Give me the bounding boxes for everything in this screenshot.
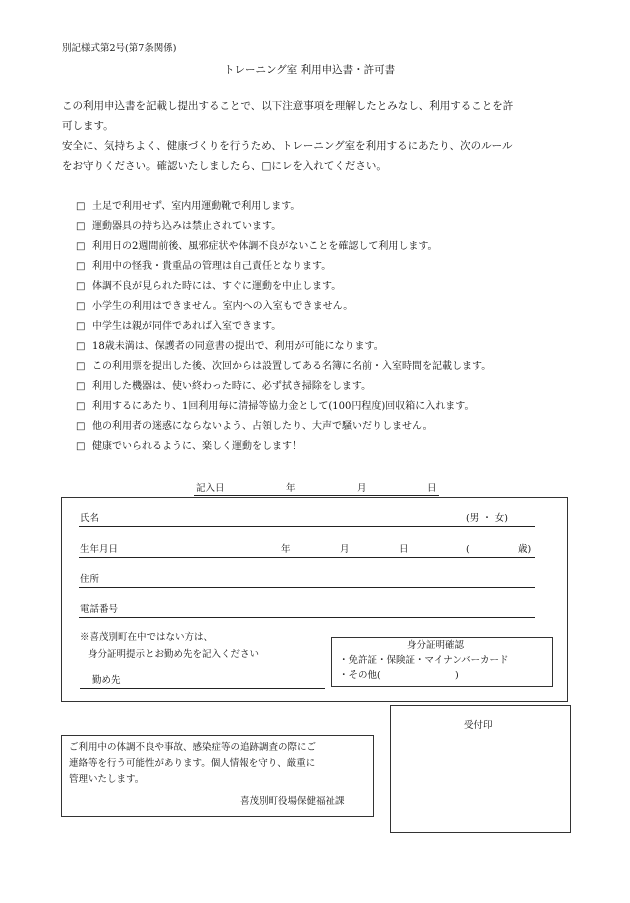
rule-text: この利用票を提出した後、次回からは設置してある名簿に名前・入室時間を記載します。 (92, 361, 492, 372)
department-name: 喜茂別町役場保健福祉課 (240, 796, 345, 807)
checkbox[interactable]: □ (76, 321, 86, 332)
rule-item (76, 222, 281, 232)
rule-item (76, 382, 371, 392)
id-check-title: 身分証明確認 (407, 640, 465, 651)
checkbox[interactable]: □ (76, 221, 86, 232)
checkbox[interactable]: □ (76, 361, 86, 372)
checkbox[interactable]: □ (76, 301, 86, 312)
entry-year: 年 (286, 483, 296, 494)
phone-label: 電話番号 (80, 604, 119, 615)
rule-item (76, 402, 474, 412)
privacy-line: ご利用中の体調不良や事故、感染症等の追跡調査の際にご (69, 742, 317, 753)
intro-line: 可します。 (62, 120, 114, 132)
intro-line: この利用申込書を記載し提出することで、以下注意事項を理解したとみなし、利用することを許 (62, 100, 514, 112)
name-label: 氏名 (80, 513, 100, 524)
checkbox[interactable]: □ (76, 421, 86, 432)
checkbox[interactable]: □ (76, 201, 86, 212)
birth-date-field[interactable] (79, 557, 535, 558)
checkbox[interactable]: □ (76, 441, 86, 452)
checkbox[interactable]: □ (76, 381, 86, 392)
rule-text: 体調不良が見られた時には、すぐに運動を中止します。 (92, 281, 342, 292)
checkbox[interactable]: □ (76, 341, 86, 352)
rule-item (76, 322, 281, 332)
phone-field[interactable] (79, 617, 535, 618)
rule-text: 土足で利用せず、室内用運動靴で利用します。 (92, 201, 301, 212)
rule-text: 中学生は親が同伴であれば入室できます。 (92, 321, 282, 332)
privacy-line: 管理いたします。 (69, 774, 145, 785)
rule-item (76, 202, 300, 212)
rule-item (76, 262, 331, 272)
rule-text: 利用した機器は、使い終わった時に、必ず拭き掃除をします。 (92, 381, 372, 392)
rule-item (76, 362, 491, 372)
entry-date-underline[interactable] (194, 495, 439, 496)
checkbox[interactable]: □ (76, 281, 86, 292)
rule-text: 運動器具の持ち込みは禁止されています。 (92, 221, 282, 232)
reception-stamp-label: 受付印 (464, 720, 493, 731)
birth-label: 生年月日 (80, 544, 119, 555)
rule-text: 利用中の怪我・貴重品の管理は自己責任となります。 (92, 261, 332, 272)
birth-month: 月 (340, 544, 350, 555)
entry-date-label: 記入日 (196, 483, 225, 494)
form-code: 別記様式第2号(第7条関係) (62, 43, 177, 54)
rule-item (76, 442, 302, 452)
rule-item (76, 302, 353, 312)
rule-text: 健康でいられるように、楽しく運動をします！ (92, 441, 302, 452)
age-close: 歳) (518, 544, 532, 555)
intro-line: 安全に、気持ちよく、健康づくりを行うため、トレーニング室を利用するにあたり、次のルール (62, 140, 513, 152)
rule-text: 利用日の2週間前後、風邪症状や体調不良がないことを確認して利用します。 (92, 241, 438, 252)
id-check-other: ・その他( (339, 670, 381, 681)
nonresident-note-line: 身分証明提示とお勤め先を記入ください (88, 649, 260, 660)
address-field[interactable] (79, 587, 535, 588)
rule-item (76, 242, 438, 252)
age-open: ( (466, 544, 470, 555)
privacy-notice (69, 740, 316, 788)
workplace-field[interactable] (80, 688, 325, 689)
id-check-other-close: ) (455, 670, 459, 681)
checkbox[interactable]: □ (76, 261, 86, 272)
nonresident-note-line: ※喜茂別町在中ではない方は、 (80, 632, 214, 643)
id-check-documents: ・免許証・保険証・マイナンバーカード (339, 655, 509, 666)
intro-paragraph (62, 96, 582, 176)
rule-item (76, 342, 384, 352)
checkbox[interactable]: □ (76, 401, 86, 412)
entry-month: 月 (357, 483, 367, 494)
privacy-line: 連絡等を行う可能性があります。個人情報を守り、厳重に (69, 758, 316, 769)
address-label: 住所 (80, 574, 100, 585)
rule-text: 利用するにあたり、1回利用毎に清掃等協力金として(100円程度)回収箱に入れます。 (92, 401, 475, 412)
name-field[interactable] (79, 526, 535, 527)
intro-line: をお守りください。確認いたしましたら、□にレを入れてください。 (62, 160, 387, 172)
rule-item (76, 422, 433, 432)
rule-text: 小学生の利用はできません。室内への入室もできません。 (92, 301, 354, 312)
birth-year: 年 (281, 544, 291, 555)
entry-day: 日 (427, 483, 437, 494)
gender-select[interactable]: (男 ・ 女) (466, 513, 508, 524)
page-title: トレーニング室 利用申込書・許可書 (224, 64, 396, 76)
checkbox[interactable]: □ (76, 241, 86, 252)
rule-text: 18歳未満は、保護者の同意書の提出で、利用が可能になります。 (92, 341, 384, 352)
birth-day: 日 (399, 544, 409, 555)
rule-item (76, 282, 341, 292)
rule-text: 他の利用者の迷惑にならないよう、占領したり、大声で騒いだりしません。 (92, 421, 433, 432)
workplace-label: 勤め先 (92, 675, 121, 686)
